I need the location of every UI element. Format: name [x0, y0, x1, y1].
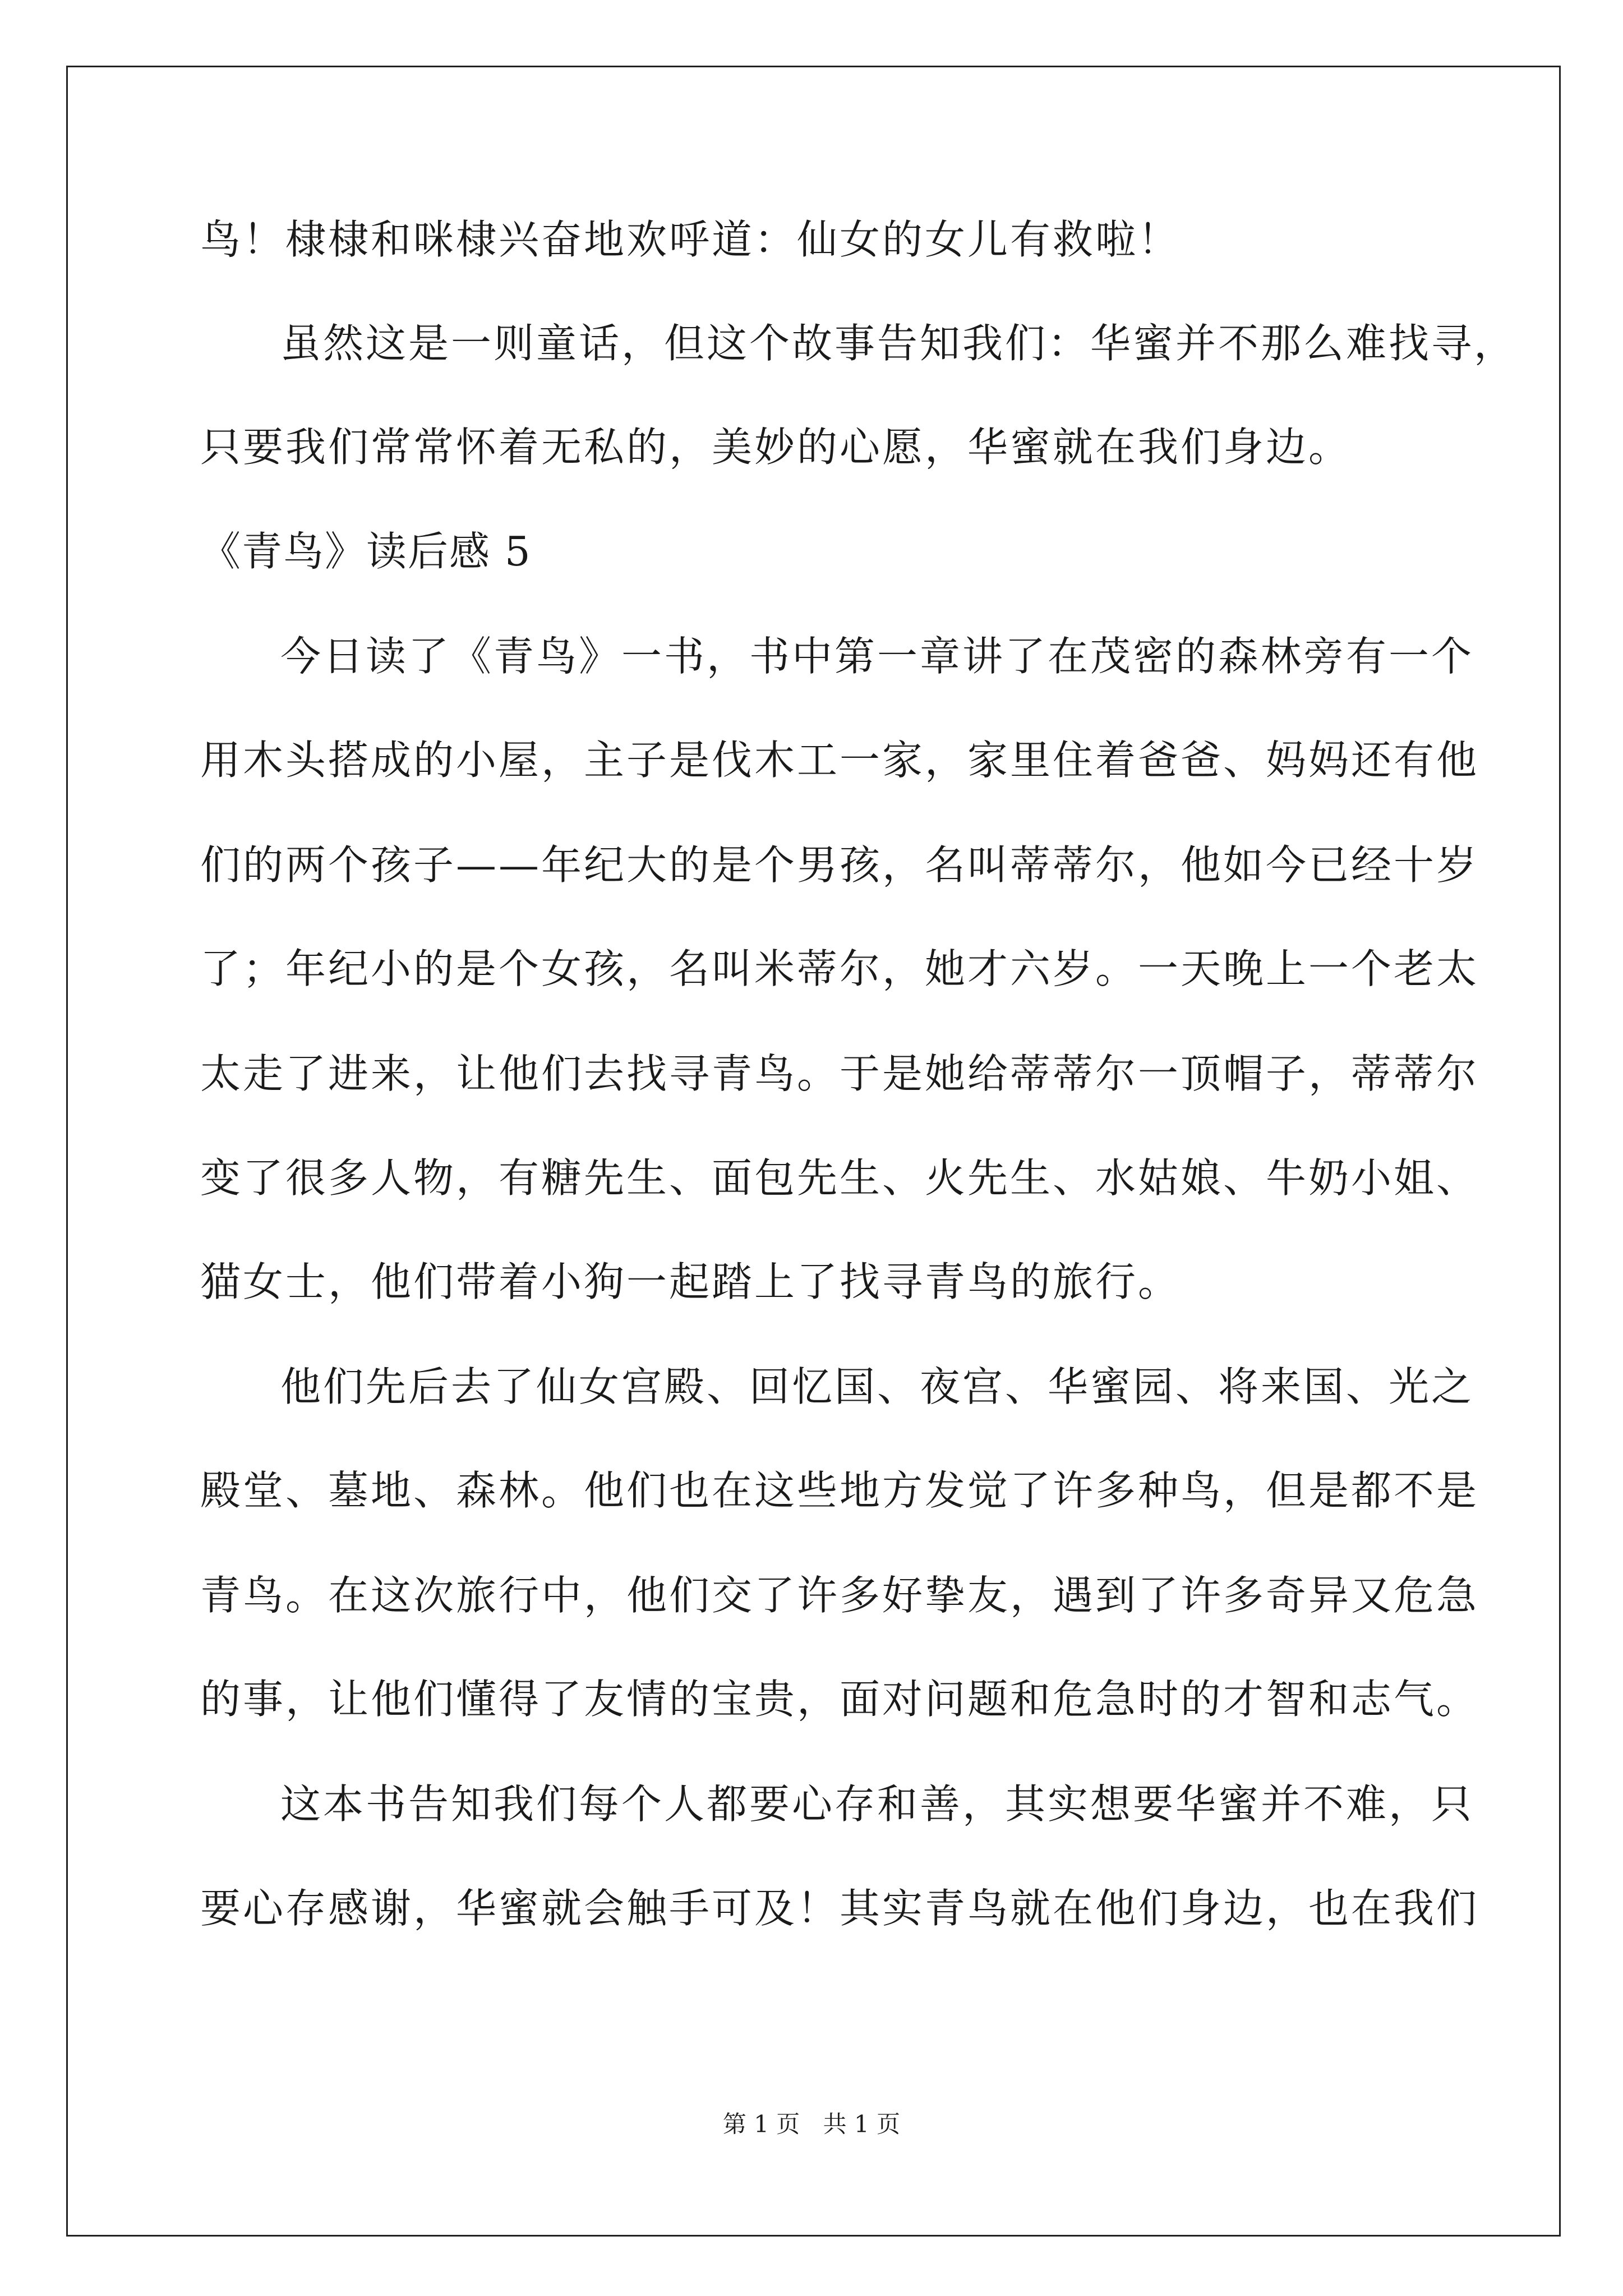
- text-line: 变了很多人物，有糖先生、面包先生、火先生、水姑娘、牛奶小姐、: [200, 1154, 1479, 1202]
- text-line: 青鸟。在这次旅行中，他们交了许多好挚友，遇到了许多奇异又危急: [200, 1572, 1479, 1619]
- page-footer: [0, 2110, 1623, 2138]
- text-line: 只要我们常常怀着无私的，美妙的心愿，华蜜就在我们身边。: [200, 424, 1352, 471]
- text-line: 他们先后去了仙女宫殿、回忆国、夜宫、华蜜园、将来国、光之: [280, 1363, 1474, 1410]
- text-line: 殿堂、墓地、森林。他们也在这些地方发觉了许多种鸟，但是都不是: [200, 1467, 1479, 1514]
- text-line: 了；年纪小的是个女孩，名叫米蒂尔，她才六岁。一天晚上一个老太: [200, 945, 1479, 992]
- text-line: 的事，让他们懂得了友情的宝贵，面对问题和危急时的才智和志气。: [200, 1676, 1479, 1723]
- text-line: 这本书告知我们每个人都要心存和善，其实想要华蜜并不难，只: [280, 1780, 1474, 1828]
- section-heading: 《青鸟》读后感 5: [200, 528, 532, 575]
- page-total: 共 1 页: [823, 2110, 901, 2138]
- text-line: 们的两个孩子——年纪大的是个男孩，名叫蒂蒂尔，他如今已经十岁: [200, 841, 1479, 889]
- page-number: 第 1 页: [722, 2110, 800, 2138]
- text-line: 太走了进来，让他们去找寻青鸟。于是她给蒂蒂尔一顶帽子，蒂蒂尔: [200, 1050, 1479, 1097]
- text-line: 要心存感谢，华蜜就会触手可及！其实青鸟就在他们身边，也在我们: [200, 1885, 1479, 1932]
- text-line: 鸟！棣棣和咪棣兴奋地欢呼道：仙女的女儿有救啦！: [200, 216, 1181, 263]
- text-line: 用木头搭成的小屋，主子是伐木工一家，家里住着爸爸、妈妈还有他: [200, 737, 1479, 784]
- text-line: 今日读了《青鸟》一书，书中第一章讲了在茂密的森林旁有一个: [280, 633, 1474, 680]
- text-line: 猫女士，他们带着小狗一起踏上了找寻青鸟的旅行。: [200, 1258, 1181, 1305]
- text-line: 虽然这是一则童话，但这个故事告知我们：华蜜并不那么难找寻，: [280, 320, 1517, 367]
